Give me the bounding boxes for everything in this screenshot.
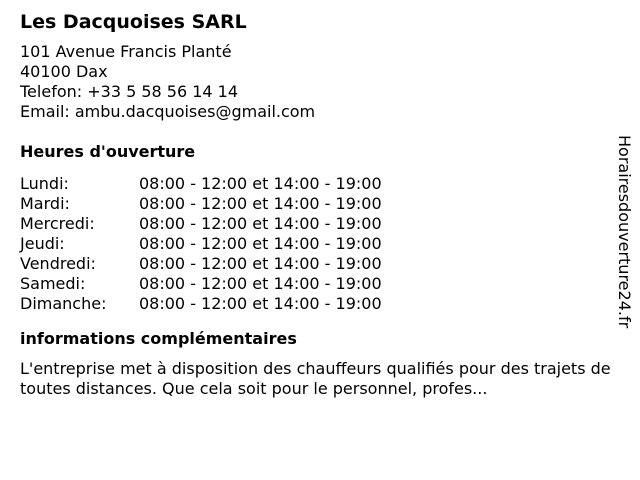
contact-block [20, 42, 620, 122]
day-label: Vendredi: [20, 254, 96, 273]
day-label: Mardi: [20, 194, 70, 213]
day-label: Samedi: [20, 274, 86, 293]
info-heading: informations complémentaires [20, 329, 297, 348]
hours-row-monday [20, 174, 620, 194]
hours-heading: Heures d'ouverture [20, 142, 196, 161]
hours-row-wednesday [20, 214, 620, 234]
business-card [20, 10, 620, 399]
time-range: 08:00 - 12:00 et 14:00 - 19:00 [139, 254, 382, 273]
day-label: Jeudi: [20, 234, 65, 253]
city-postcode: 40100 Dax [20, 62, 108, 81]
hours-row-thursday [20, 234, 620, 254]
phone-line: Telefon: +33 5 58 56 14 14 [20, 82, 239, 101]
hours-row-saturday [20, 274, 620, 294]
company-name: Les Dacquoises SARL [20, 11, 247, 33]
time-range: 08:00 - 12:00 et 14:00 - 19:00 [139, 234, 382, 253]
day-label: Mercredi: [20, 214, 95, 233]
time-range: 08:00 - 12:00 et 14:00 - 19:00 [139, 214, 382, 233]
site-brand-watermark: Horairesdouverture24.fr [615, 135, 634, 329]
time-range: 08:00 - 12:00 et 14:00 - 19:00 [139, 174, 382, 193]
hours-row-friday [20, 254, 620, 274]
time-range: 08:00 - 12:00 et 14:00 - 19:00 [139, 194, 382, 213]
day-label: Lundi: [20, 174, 69, 193]
hours-row-sunday [20, 294, 620, 314]
time-range: 08:00 - 12:00 et 14:00 - 19:00 [139, 274, 382, 293]
hours-row-tuesday [20, 194, 620, 214]
street-address: 101 Avenue Francis Planté [20, 42, 232, 61]
day-label: Dimanche: [20, 294, 107, 313]
hours-table [20, 174, 620, 314]
time-range: 08:00 - 12:00 et 14:00 - 19:00 [139, 294, 382, 313]
info-description: L'entreprise met à disposition des chauffeurs qualifiés pour des trajets de toutes distances. Que cela soit pour le personnel, profes... [20, 359, 611, 398]
email-line: Email: ambu.dacquoises@gmail.com [20, 102, 316, 121]
